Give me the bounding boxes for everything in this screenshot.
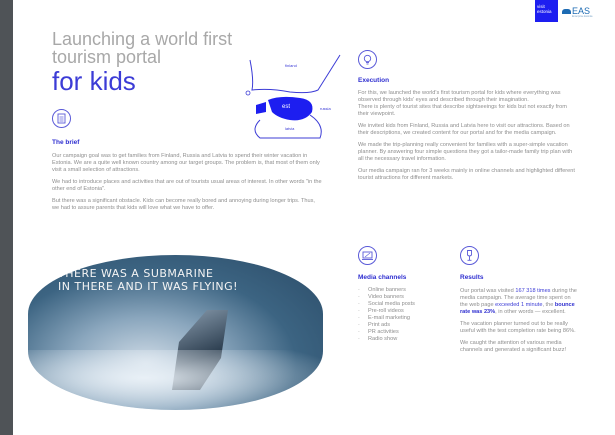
- results-heading: Results: [460, 274, 484, 281]
- page-title: [52, 30, 232, 94]
- execution-paragraph: Our media campaign ran for 3 weeks mainly in online channels and highlighted different tourist attractions for different markets.: [358, 168, 575, 181]
- results-text: , the: [542, 302, 555, 308]
- estonia-map: [240, 50, 345, 140]
- document-icon: [52, 109, 71, 128]
- results-text: , in other words — excellent.: [495, 309, 566, 315]
- list-item: · Social media posts: [358, 301, 415, 308]
- submarine-illustration: [28, 255, 323, 410]
- execution-paragraph: We made the trip-planning really convenient for families with a super-simple vacation planner. By answering four simple questions they got a tailor-made family trip plan with all the necessary travel information.: [358, 142, 573, 162]
- results-text: during the media campaign. The average time spent on the web page: [460, 288, 577, 308]
- list-item: · Online banners: [358, 287, 415, 294]
- map-label-finland: finland: [285, 63, 297, 68]
- media-channels-heading: Media channels: [358, 274, 407, 281]
- brief-paragraph: But there was a significant obstacle. Kids can become really bored and annoying during longer trips. Thus, we had to assure parents that kids will love what we have to offer.: [52, 198, 315, 211]
- map-label-estonia: est: [282, 104, 291, 110]
- results-paragraph: The vacation planner turned out to be really useful with the test completion rate being 86%.: [460, 321, 576, 334]
- laptop-icon: [358, 246, 377, 265]
- bounce-stat: bounce rate was 23%: [460, 302, 575, 315]
- list-item: · Radio show: [358, 336, 415, 343]
- sidebar-strip: [0, 0, 13, 435]
- time-stat: exceeded 1 minute: [495, 302, 543, 308]
- title-line-1: Launching a world first: [52, 29, 233, 49]
- title-line-3: for kids: [52, 66, 136, 96]
- brief-body: [52, 153, 322, 217]
- glass-icon: [460, 246, 479, 265]
- list-item: · Pre-roll videos: [358, 308, 415, 315]
- visit-estonia-logo: [535, 0, 558, 22]
- execution-heading: Execution: [358, 77, 390, 84]
- visit-estonia-text: visit estonia: [537, 4, 552, 14]
- illustration-caption: [58, 267, 238, 293]
- fog-image: [28, 350, 323, 410]
- list-item: · Print ads: [358, 322, 415, 329]
- visits-stat: 167 318 times: [515, 288, 551, 294]
- brief-paragraph: We had to introduce places and activities that are out of tourists usual areas of interest. In other words "in the other end of Estonia".: [52, 179, 322, 192]
- eas-logo: [562, 6, 592, 18]
- eas-text: EAS: [572, 6, 591, 16]
- execution-paragraph: We invited kids from Finland, Russia and Latvia here to visit our attractions. Based on their descriptions, we created content for our portal and for the media campaign.: [358, 123, 570, 136]
- eas-mark-icon: [562, 9, 571, 14]
- brief-heading: The brief: [52, 139, 80, 146]
- map-label-latvia: latvia: [285, 126, 295, 131]
- results-paragraph: [460, 288, 578, 316]
- results-paragraph: We caught the attention of various media channels and generated a significant buzz!: [460, 340, 567, 353]
- results-text: Our portal was visited: [460, 288, 516, 294]
- caption-line-2: IN THERE AND IT WAS FLYING!: [58, 280, 239, 293]
- execution-body: [358, 90, 578, 187]
- media-channels-list: [358, 287, 415, 343]
- lightbulb-icon: [358, 50, 377, 69]
- eas-subtext: Enterprise Estonia: [572, 15, 593, 18]
- list-item: · Video banners: [358, 294, 415, 301]
- list-item: · E-mail marketing: [358, 315, 415, 322]
- caption-line-1: THERE WAS A SUBMARINE: [58, 267, 214, 280]
- results-body: [460, 288, 578, 359]
- brief-paragraph: Our campaign goal was to get families from Finland, Russia and Latvia to spend their winter vacation in Estonia. We are a quite well known country among our target groups. The problem is, that most of them only visit a small selection of attractions.: [52, 153, 320, 173]
- execution-paragraph: There is plenty of tourist sites that describe sightseeings for kids but not exactly from their viewpoint.: [358, 104, 567, 117]
- title-line-2: tourism portal: [52, 47, 162, 67]
- map-label-russia: russia: [320, 106, 331, 111]
- list-item: · PR activities: [358, 329, 415, 336]
- execution-paragraph: For this, we launched the world's first tourism portal for kids where everything was observed through kids' eyes and described through their imagination.: [358, 90, 561, 103]
